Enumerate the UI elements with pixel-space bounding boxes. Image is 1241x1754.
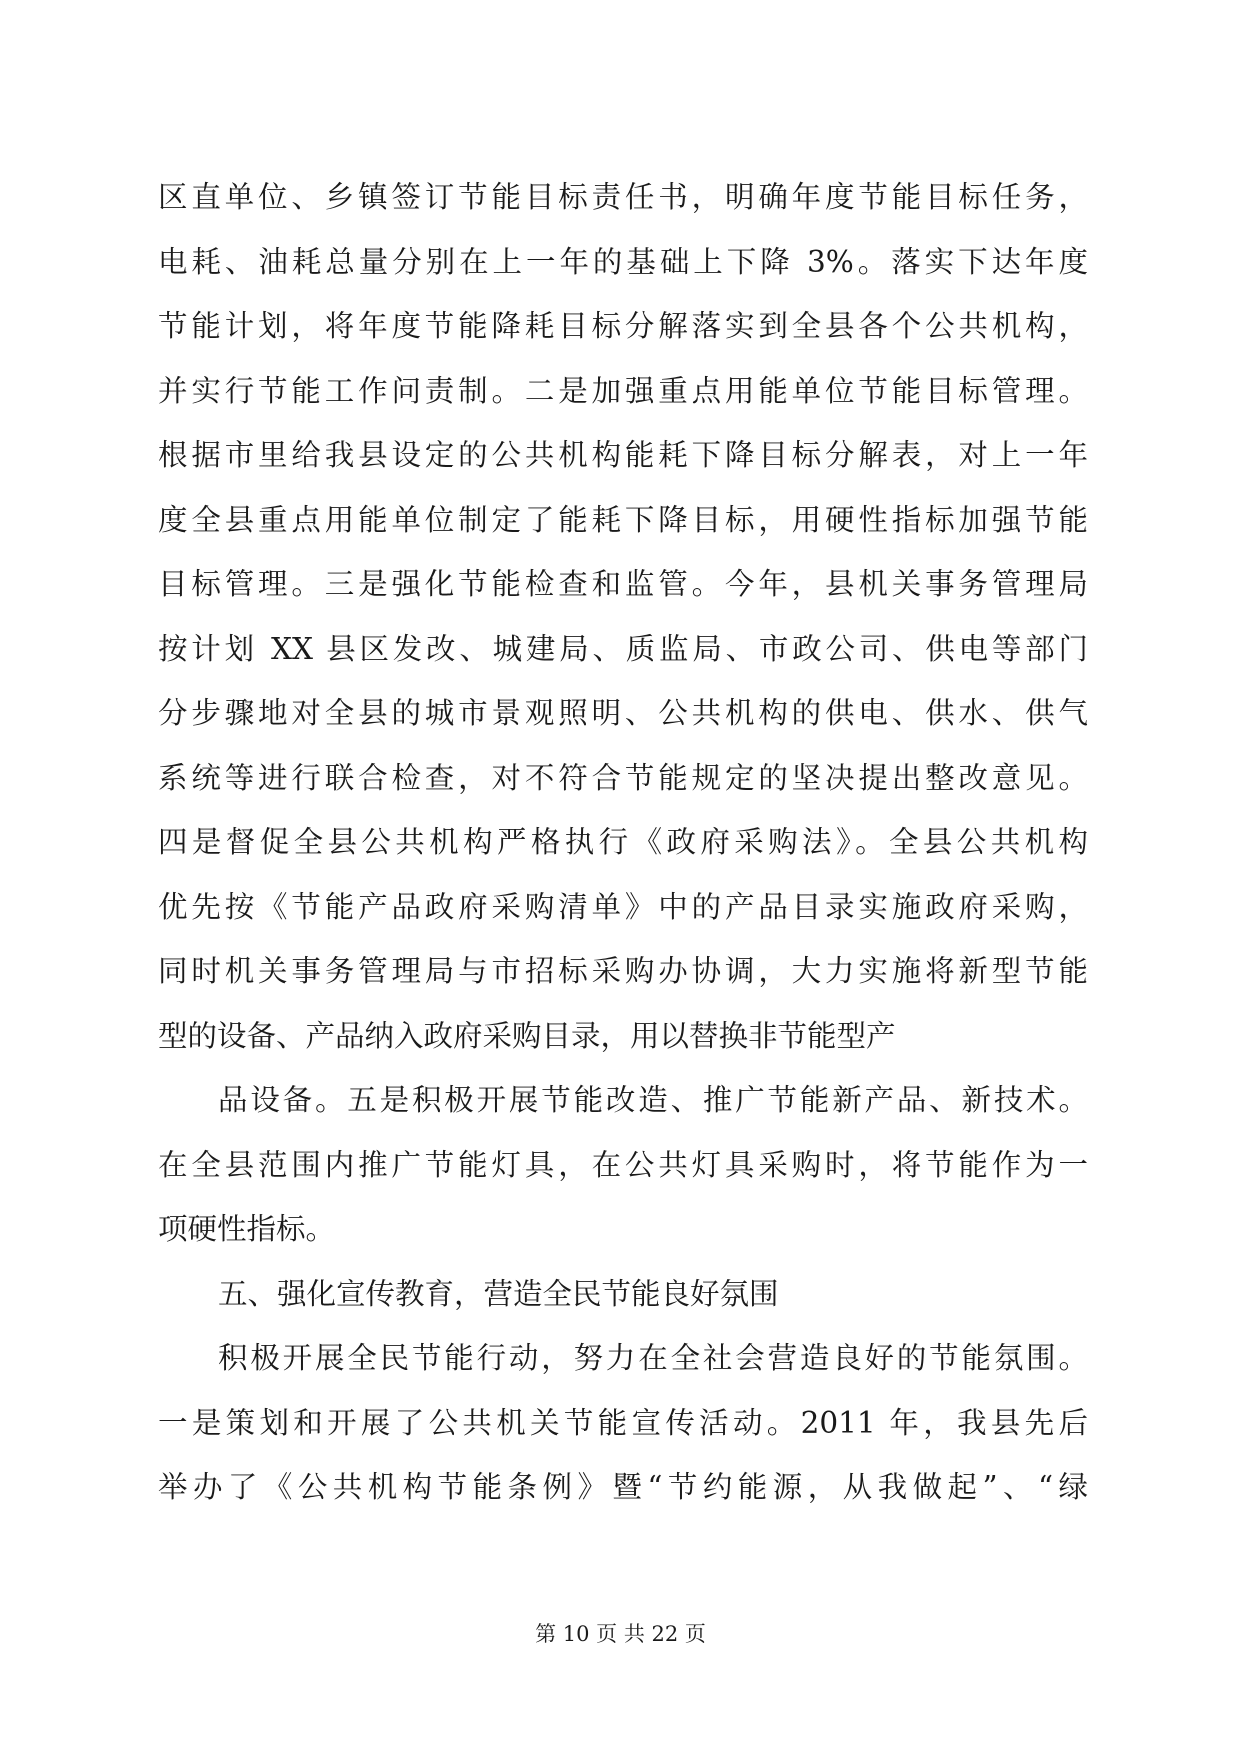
text-line: 系统等进行联合检查，对不符合节能规定的坚决提出整改意见。: [158, 760, 1088, 795]
text-line: 电耗、油耗总量分别在上一年的基础上下降 3%。落实下达年度: [158, 244, 1088, 279]
text-line: 目标管理。三是强化节能检查和监管。今年，县机关事务管理局: [158, 567, 1088, 601]
text-line: 优先按《节能产品政府采购清单》中的产品目录实施政府采购，: [158, 889, 1088, 924]
text-line: 度全县重点用能单位制定了能耗下降目标，用硬性指标加强节能: [158, 502, 1088, 537]
text-line: 按计划 XX 县区发改、城建局、质监局、市政公司、供电等部门: [158, 631, 1088, 666]
document-body: [158, 165, 1088, 1520]
page-number-footer: 第 10 页 共 22 页: [535, 1622, 706, 1646]
text-line: 举办了《公共机构节能条例》暨“节约能源，从我做起”、“绿: [158, 1470, 1088, 1504]
text-line: 品设备。五是积极开展节能改造、推广节能新产品、新技术。: [218, 1083, 1088, 1117]
text-line: 项硬性指标。: [158, 1212, 336, 1246]
text-line: 分步骤地对全县的城市景观照明、公共机构的供电、供水、供气: [158, 696, 1088, 730]
text-line: 根据市里给我县设定的公共机构能耗下降目标分解表，对上一年: [158, 438, 1088, 472]
section-heading: 五、强化宣传教育，营造全民节能良好氛围: [218, 1276, 779, 1311]
text-line: 区直单位、乡镇签订节能目标责任书，明确年度节能目标任务，: [158, 180, 1088, 214]
text-line: 同时机关事务管理局与市招标采购办协调，大力实施将新型节能: [158, 954, 1088, 988]
text-line: 四是督促全县公共机构严格执行《政府采购法》。全县公共机构: [158, 825, 1088, 859]
text-line: 节能计划，将年度节能降耗目标分解落实到全县各个公共机构，: [158, 309, 1088, 343]
text-line: 积极开展全民节能行动，努力在全社会营造良好的节能氛围。: [218, 1341, 1088, 1375]
text-line: 在全县范围内推广节能灯具，在公共灯具采购时，将节能作为一: [158, 1147, 1088, 1182]
text-line: 型的设备、产品纳入政府采购目录，用以替换非节能型产: [158, 1018, 896, 1053]
text-line: 并实行节能工作问责制。二是加强重点用能单位节能目标管理。: [158, 373, 1088, 408]
text-line: 一是策划和开展了公共机关节能宣传活动。2011 年，我县先后: [158, 1405, 1088, 1440]
